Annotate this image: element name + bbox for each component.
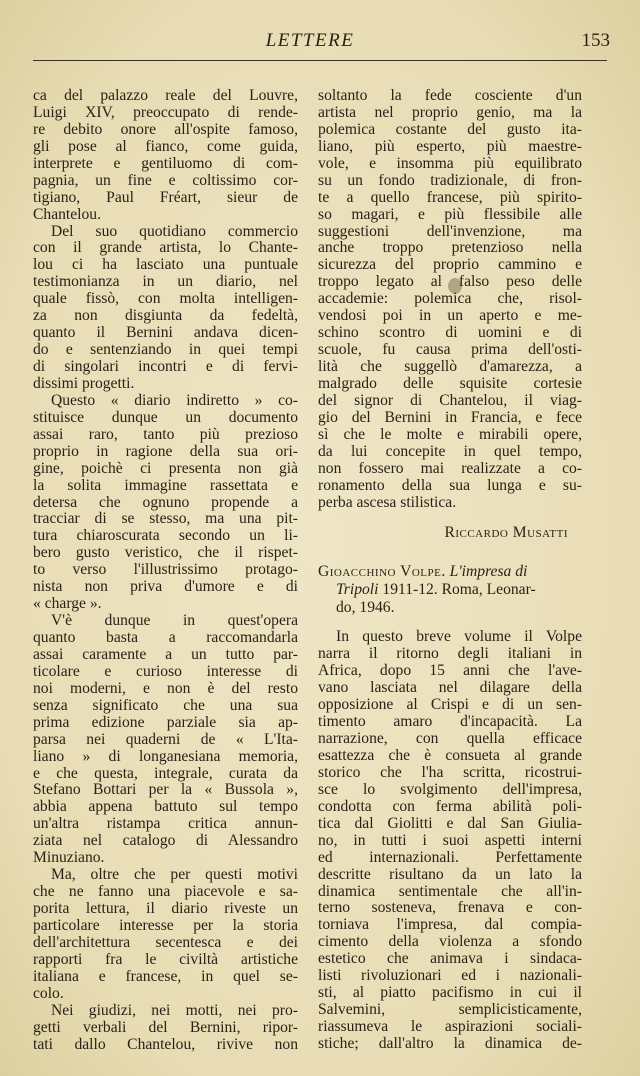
- text-line: vole, e insomma più equilibrato: [318, 154, 582, 172]
- text-line: rapporti fra le civiltà artistiche: [33, 950, 298, 968]
- text-line: descritte risultano da un lato la: [318, 865, 582, 883]
- text-line: artista nel proprio genio, ma la: [318, 103, 582, 121]
- text-line: la solita immagine rassettata e: [33, 476, 298, 494]
- text-line: quanto basta a raccomandarla: [33, 629, 298, 646]
- text-line: tura chiaroscurata secondo un li-: [33, 527, 298, 545]
- text-line: riassumeva le aspirazioni sociali-: [318, 1018, 582, 1035]
- text-line: estetico che animava i sindaca-: [318, 950, 582, 968]
- text-line: accademie: polemica che, risol-: [318, 290, 582, 308]
- text-line: stituisce dunque un documento: [33, 408, 298, 426]
- text-line: ed internazionali. Perfettamente: [318, 848, 582, 866]
- text-line: tica dal Giolitti e dal San Giulia-: [318, 814, 582, 832]
- text-line: un'altra ristampa critica annun-: [33, 815, 298, 833]
- text-line: italiana e francese, in quel se-: [33, 967, 298, 985]
- text-line: ca del palazzo reale del Louvre,: [33, 87, 298, 104]
- text-line: pagnia, un fine e coltissimo cor-: [33, 171, 298, 189]
- paragraph: [318, 88, 582, 511]
- text-line: polemica costante del gusto ita-: [318, 120, 582, 138]
- text-line: proprio in ragione della sua ori-: [33, 442, 298, 460]
- text-line: Ma, oltre che per questi motivi: [51, 866, 298, 884]
- text-line: troppo legato al falso peso delle: [318, 273, 582, 291]
- text-line: ziata nel catalogo di Alessandro: [33, 832, 298, 850]
- text-line: listi rivoluzionari ed i nazionali-: [318, 967, 582, 985]
- citation-author: Gioacchino Volpe.: [318, 563, 446, 581]
- text-line: timento amaro d'incapacità. La: [318, 713, 582, 731]
- text-line: Questo « diario indiretto » co-: [51, 391, 298, 409]
- page-number: 153: [581, 30, 610, 51]
- text-line: sce lo svolgimento dell'impresa,: [318, 780, 582, 798]
- text-line: Minuziano.: [33, 849, 105, 867]
- text-line: non fossero mai realizzate a co-: [318, 459, 582, 477]
- text-line: so magari, e più flessibile alle: [318, 205, 582, 223]
- text-line: anche troppo pretenzioso nella: [318, 239, 582, 257]
- text-line: Chantelou.: [33, 205, 101, 223]
- text-line: V'è dunque in quest'opera: [51, 612, 298, 630]
- paragraph: [33, 613, 298, 867]
- paragraph: [33, 224, 298, 393]
- text-line: nista non priva d'umore e di: [33, 578, 298, 596]
- citation-details: 1911-12. Roma, Leonar-: [382, 581, 536, 599]
- right-column: [318, 88, 582, 1053]
- text-line: « charge ».: [33, 595, 102, 613]
- text-line: parsa nei quaderni de « L'Ita-: [33, 730, 298, 748]
- review-1-body: [318, 88, 582, 511]
- text-line: quanto il Bernini andava dicen-: [33, 324, 298, 342]
- text-line: assai raro, tanto più prezioso: [33, 425, 298, 443]
- text-line: liano » di longanesiana memoria,: [33, 747, 298, 765]
- header-rule: [33, 60, 607, 61]
- text-line: gli pose al fianco, come guida,: [33, 137, 298, 155]
- text-line: In questo breve volume il Volpe: [336, 628, 582, 646]
- text-line: vano lasciata nel dilagare della: [318, 679, 582, 697]
- text-line: dissimi progetti.: [33, 374, 135, 392]
- text-line: gio del Bernini in Francia, e fece: [318, 408, 582, 426]
- text-line: quale fissò, con molta intelligen-: [33, 290, 298, 308]
- text-line: za non disgiunta da fedeltà,: [33, 307, 298, 325]
- text-line: soltanto la fede cosciente d'un: [318, 87, 582, 104]
- citation-title-part2: Tripoli: [336, 581, 379, 599]
- text-line: storico che l'ha scritta, ricostrui-: [318, 763, 582, 781]
- text-line: Africa, dopo 15 anni che l'ave-: [318, 662, 582, 680]
- paragraph: [33, 393, 298, 613]
- text-line: Stefano Bottari per la « Bussola »,: [33, 781, 298, 799]
- text-line: particolare interesse per la storia: [33, 916, 298, 934]
- text-line: opposizione al Crispi e di un sen-: [318, 696, 582, 714]
- text-line: cimento della violenza a sfondo: [318, 933, 582, 951]
- paragraph: [33, 867, 298, 1003]
- text-line: scuole, fu causa prima dell'osti-: [318, 341, 582, 359]
- text-line: che ne fanno una piacevole e sa-: [33, 883, 298, 901]
- text-line: sti, al piatto pacifismo in cui il: [318, 984, 582, 1002]
- text-line: detersa che ognuno propende a: [33, 493, 298, 511]
- text-line: e che questa, integrale, curata da: [33, 764, 298, 782]
- text-line: terno sosteneva, frenava e con-: [318, 899, 582, 917]
- paragraph: [318, 629, 582, 1052]
- text-line: assai caramente a un tutto par-: [33, 645, 298, 663]
- text-line: lou ci ha lasciato una puntuale: [33, 256, 298, 274]
- text-line: Nei giudizi, nei motti, nei pro-: [51, 1001, 298, 1019]
- text-line: testimonianza in un diario, nel: [33, 273, 298, 291]
- text-line: condotta con ferma abilità poli-: [318, 797, 582, 815]
- text-line: con il grande artista, lo Chante-: [33, 239, 298, 257]
- review-2-body: [318, 629, 582, 1052]
- text-line: bero gusto veristico, che il rispet-: [33, 544, 298, 562]
- paragraph: [33, 88, 298, 224]
- citation-details-end: do, 1946.: [336, 599, 395, 617]
- text-line: sicurezza del proprio cammino e: [318, 256, 582, 274]
- text-line: di singolari incontri e di fervi-: [33, 358, 298, 375]
- text-line: ronamento della sua lunga e su-: [318, 476, 582, 494]
- text-line: narrazione, con quella efficace: [318, 730, 582, 748]
- text-line: su un fondo tradizionale, di fron-: [318, 171, 582, 189]
- text-line: noi moderni, e non è del resto: [33, 679, 298, 697]
- text-line: suggestioni dell'invenzione, ma: [318, 222, 582, 240]
- text-line: tati dallo Chantelou, rivive non: [33, 1035, 298, 1053]
- text-line: do e sentenziando in quei tempi: [33, 341, 298, 359]
- text-line: sì che le molte e mirabili opere,: [318, 425, 582, 443]
- text-line: perba ascesa stilistica.: [318, 493, 457, 511]
- text-line: Del suo quotidiano commercio: [51, 222, 298, 240]
- text-line: da lui concepite in quel tempo,: [318, 442, 582, 460]
- left-column: [33, 88, 298, 1053]
- text-line: torniava l'impresa, dal compia-: [318, 916, 582, 934]
- paragraph: [33, 1003, 298, 1054]
- text-line: getti verbali del Bernini, ripor-: [33, 1018, 298, 1036]
- text-line: narra il ritorno degli italiani in: [318, 645, 582, 663]
- text-line: interprete e gentiluomo di com-: [33, 154, 298, 172]
- text-line: te a quello francese, più spirito-: [318, 188, 582, 206]
- text-line: tigiano, Paul Fréart, sieur de: [33, 188, 298, 206]
- text-line: abbia appena battuto sul tempo: [33, 798, 298, 816]
- text-line: colo.: [33, 984, 64, 1002]
- text-line: vendosi poi in un aperto e me-: [318, 307, 582, 325]
- text-line: del signor di Chantelou, il viag-: [318, 391, 582, 409]
- review-2-citation: [318, 563, 582, 617]
- citation-title-part1: L'impresa di: [449, 563, 528, 581]
- text-line: senza significato che una sua: [33, 696, 298, 714]
- text-line: esattezza che è consueta al grande: [318, 747, 582, 764]
- text-line: liano, più esperto, più maestre-: [318, 137, 582, 155]
- text-line: malgrado delle squisite cortesie: [318, 374, 582, 392]
- text-line: re debito onore all'ospite famoso,: [33, 120, 298, 138]
- text-line: schino scontro di uomini e di: [318, 324, 582, 342]
- text-line: lità che suggellò d'amarezza, a: [318, 358, 582, 375]
- text-line: dell'architettura secentesca e dei: [33, 933, 298, 951]
- text-line: prima edizione parziale sia ap-: [33, 713, 298, 731]
- running-header-title: LETTERE: [265, 30, 355, 51]
- text-line: tracciar di se stesso, ma una pit-: [33, 510, 298, 528]
- text-line: dinamica sentimentale che all'in-: [318, 882, 582, 900]
- text-line: gine, poichè ci presenta non già: [33, 459, 298, 477]
- text-line: to verso l'illustrissimo protago-: [33, 561, 298, 579]
- text-line: Luigi XIV, preoccupato di rende-: [33, 103, 298, 121]
- text-line: porita lettura, il diario riveste un: [33, 900, 298, 917]
- text-line: no, in tutti i suoi aspetti interni: [318, 831, 582, 849]
- text-line: Salvemini, semplicisticamente,: [318, 1001, 582, 1019]
- text-line: stiche; dall'altro la dinamica de-: [318, 1034, 582, 1052]
- review-1-signature: Riccardo Musatti: [444, 524, 568, 542]
- text-line: ticolare e curioso interesse di: [33, 662, 298, 680]
